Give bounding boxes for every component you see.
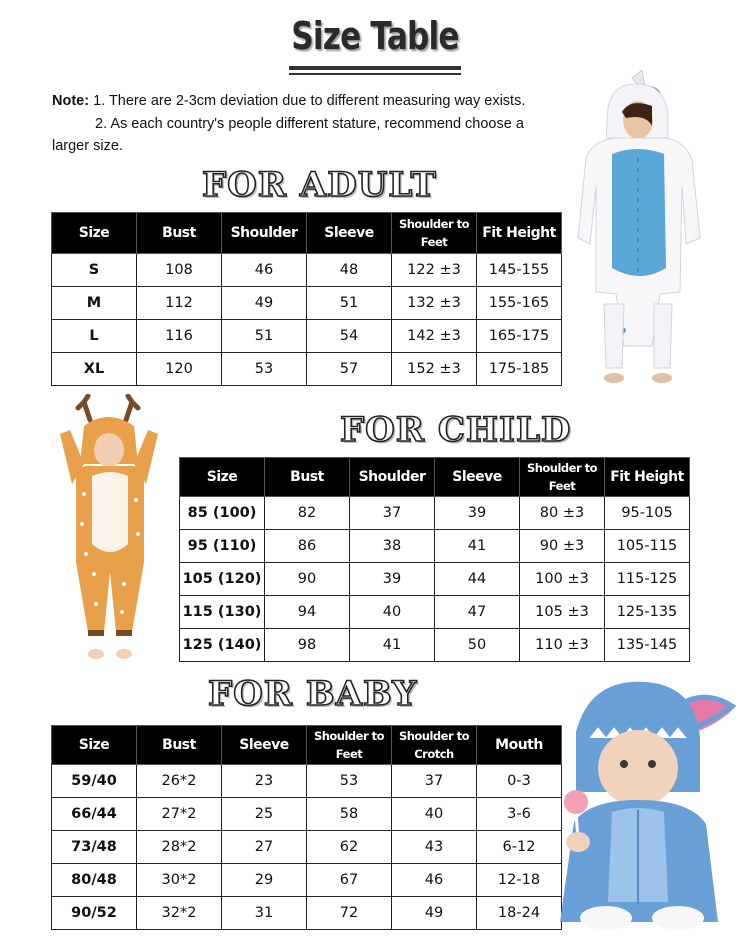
stitch-hand (566, 832, 590, 852)
table-cell: 49 (222, 287, 307, 320)
table-cell: 108 (137, 254, 222, 287)
table-cell: 40 (350, 596, 435, 629)
table-header-row (52, 213, 562, 254)
table-cell: 135-145 (605, 629, 690, 662)
table-cell: 72 (307, 897, 392, 930)
table-cell: 105 ±3 (520, 596, 605, 629)
header-cell: Size (52, 213, 137, 254)
table-cell: 100 ±3 (520, 563, 605, 596)
table-row (180, 596, 690, 629)
table-cell: 39 (350, 563, 435, 596)
stitch-eye (648, 760, 656, 768)
unicorn-feet (652, 373, 672, 383)
header-cell: Bust (137, 726, 222, 765)
deer-cuffs (116, 630, 132, 636)
header-cell: Sleeve (307, 213, 392, 254)
table-cell: 86 (265, 530, 350, 563)
table-cell: 67 (307, 864, 392, 897)
table-cell: 27 (222, 831, 307, 864)
header-cell: Fit Height (605, 458, 690, 497)
unicorn-costume-photo (560, 68, 745, 390)
table-cell: 115 (130) (180, 596, 265, 629)
table-row (52, 765, 562, 798)
table-header-row (180, 458, 690, 497)
table-cell: 31 (222, 897, 307, 930)
table-cell: 105-115 (605, 530, 690, 563)
table-cell: 175-185 (477, 353, 562, 386)
table-cell: XL (52, 353, 137, 386)
header-cell: Shoulder (222, 213, 307, 254)
table-row (52, 287, 562, 320)
table-cell: 90/52 (52, 897, 137, 930)
deer-costume-photo (50, 394, 178, 666)
table-cell: 27*2 (137, 798, 222, 831)
deer-feet (116, 649, 132, 659)
table-row (52, 897, 562, 930)
table-row (180, 563, 690, 596)
header-cell: Shoulder to Feet (520, 458, 605, 497)
header-cell: Shoulder (350, 458, 435, 497)
table-cell: 165-175 (477, 320, 562, 353)
table-cell: 116 (137, 320, 222, 353)
table-cell: 41 (435, 530, 520, 563)
table-row (180, 530, 690, 563)
header-cell: Sleeve (435, 458, 520, 497)
deer-cuffs (88, 630, 104, 636)
table-cell: 28*2 (137, 831, 222, 864)
table-cell: 32*2 (137, 897, 222, 930)
table-cell: 90 ±3 (520, 530, 605, 563)
table-row (52, 353, 562, 386)
header-cell: Bust (137, 213, 222, 254)
table-cell: 95-105 (605, 497, 690, 530)
header-cell: Sleeve (222, 726, 307, 765)
table-cell: 98 (265, 629, 350, 662)
table-cell: 125-135 (605, 596, 690, 629)
lollipop-candy (564, 790, 588, 814)
table-cell: 0-3 (477, 765, 562, 798)
stitch-costume-photo (550, 672, 745, 934)
table-cell: 46 (222, 254, 307, 287)
table-cell: 25 (222, 798, 307, 831)
table-cell: 115-125 (605, 563, 690, 596)
table-cell: 18-24 (477, 897, 562, 930)
header-cell: Shoulder to Crotch (392, 726, 477, 765)
header-cell: Fit Height (477, 213, 562, 254)
table-cell: 105 (120) (180, 563, 265, 596)
table-cell: 30*2 (137, 864, 222, 897)
table-cell: 122 ±3 (392, 254, 477, 287)
table-cell: 44 (435, 563, 520, 596)
table-cell: 3-6 (477, 798, 562, 831)
note-label: Note: (52, 93, 90, 109)
table-row (52, 864, 562, 897)
stitch-eye (620, 760, 628, 768)
child-section-title: FOR CHILD (340, 410, 572, 450)
table-cell: 54 (307, 320, 392, 353)
table-cell: 6-12 (477, 831, 562, 864)
table-cell: 125 (140) (180, 629, 265, 662)
table-cell: S (52, 254, 137, 287)
header-cell: Bust (265, 458, 350, 497)
header-cell: Mouth (477, 726, 562, 765)
table-cell: 37 (350, 497, 435, 530)
table-cell: 155-165 (477, 287, 562, 320)
table-cell: 112 (137, 287, 222, 320)
table-row (52, 831, 562, 864)
table-cell: 51 (307, 287, 392, 320)
adult-size-table (51, 212, 562, 386)
child-size-table (179, 457, 690, 662)
baby-section-title: FOR BABY (208, 674, 418, 714)
table-cell: 39 (435, 497, 520, 530)
table-cell: 132 ±3 (392, 287, 477, 320)
table-cell: 26*2 (137, 765, 222, 798)
table-cell: 142 ±3 (392, 320, 477, 353)
table-cell: 49 (392, 897, 477, 930)
table-cell: 82 (265, 497, 350, 530)
table-cell: 38 (350, 530, 435, 563)
table-row (180, 497, 690, 530)
title-rule-top (289, 66, 461, 70)
note-line-1: 1. There are 2-3cm deviation due to different measuring way exists. (89, 93, 526, 109)
table-cell: 29 (222, 864, 307, 897)
baby-size-table (51, 725, 562, 930)
table-cell: 53 (307, 765, 392, 798)
table-cell: 66/44 (52, 798, 137, 831)
table-cell: 23 (222, 765, 307, 798)
table-cell: 37 (392, 765, 477, 798)
header-cell: Shoulder to Feet (307, 726, 392, 765)
table-cell: 120 (137, 353, 222, 386)
table-cell: 62 (307, 831, 392, 864)
table-cell: M (52, 287, 137, 320)
table-cell: 94 (265, 596, 350, 629)
table-cell: 12-18 (477, 864, 562, 897)
table-cell: 43 (392, 831, 477, 864)
note-line-3: larger size. (52, 138, 123, 154)
stitch-face (598, 730, 678, 806)
stitch-foot (652, 906, 704, 930)
table-cell: 85 (100) (180, 497, 265, 530)
table-cell: 58 (307, 798, 392, 831)
stitch-foot (580, 906, 632, 930)
table-cell: 90 (265, 563, 350, 596)
page-title: Size Table (291, 14, 459, 58)
deer-antlers (78, 396, 138, 420)
table-cell: 46 (392, 864, 477, 897)
table-cell: 80/48 (52, 864, 137, 897)
header-cell: Shoulder to Feet (392, 213, 477, 254)
table-cell: 41 (350, 629, 435, 662)
adult-section-title: FOR ADULT (202, 165, 437, 205)
table-cell: 152 ±3 (392, 353, 477, 386)
table-row (52, 320, 562, 353)
size-note (52, 90, 572, 158)
table-cell: 48 (307, 254, 392, 287)
deer-face (94, 433, 124, 467)
note-line-2: 2. As each country's people different stature, recommend choose a (95, 115, 524, 132)
table-cell: 59/40 (52, 765, 137, 798)
table-cell: 53 (222, 353, 307, 386)
table-row (52, 254, 562, 287)
unicorn-belly (612, 149, 666, 276)
deer-belly (92, 472, 128, 552)
table-cell: 110 ±3 (520, 629, 605, 662)
header-cell: Size (180, 458, 265, 497)
table-cell: 57 (307, 353, 392, 386)
table-row (52, 798, 562, 831)
table-row (180, 629, 690, 662)
unicorn-feet (604, 373, 624, 383)
table-cell: 80 ±3 (520, 497, 605, 530)
table-cell: 51 (222, 320, 307, 353)
table-cell: 47 (435, 596, 520, 629)
header-cell: Size (52, 726, 137, 765)
table-cell: 145-155 (477, 254, 562, 287)
table-cell: 50 (435, 629, 520, 662)
table-cell: 73/48 (52, 831, 137, 864)
deer-feet (88, 649, 104, 659)
table-header-row (52, 726, 562, 765)
table-cell: 40 (392, 798, 477, 831)
title-rule-bottom (289, 73, 461, 75)
table-cell: L (52, 320, 137, 353)
table-cell: 95 (110) (180, 530, 265, 563)
